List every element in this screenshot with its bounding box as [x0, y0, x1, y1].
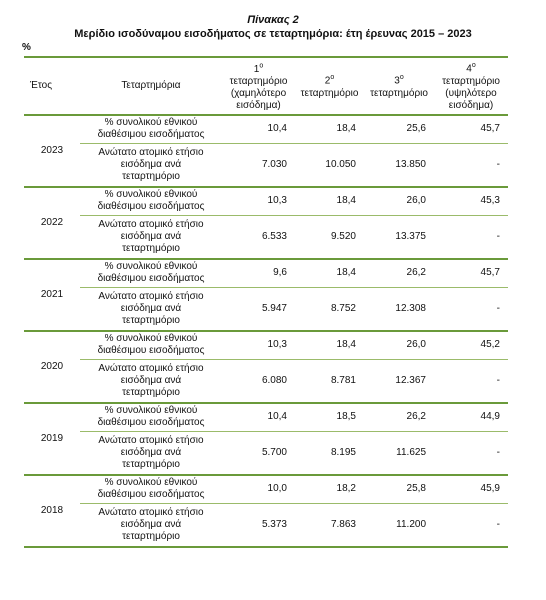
share-value-cell: 10,4	[222, 115, 295, 143]
max-label-line: Ανώτατο ατομικό ετήσιο	[98, 506, 204, 518]
header-q1	[222, 57, 295, 115]
table-title: Μερίδιο ισοδύναμου εισοδήματος σε τεταρτημόρια: έτη έρευνας 2015 – 2023	[74, 28, 472, 40]
share-label-line: διαθέσιμου εισοδήματος	[97, 201, 205, 213]
max-income-value-cell: 11.625	[396, 446, 426, 458]
share-label-line: % συνολικού εθνικού	[104, 405, 198, 417]
max-income-value-cell: 9.520	[330, 230, 356, 242]
share-value-cell: 10,3	[222, 331, 295, 359]
header-q4-line: (υψηλότερο	[445, 87, 497, 99]
max-income-value-cell: 10.050	[325, 158, 356, 170]
max-label-line: Ανώτατο ατομικό ετήσιο	[98, 290, 204, 302]
share-value-cell: 26,2	[364, 403, 434, 431]
year-cell: 2023	[40, 145, 64, 156]
share-value-cell: 18,5	[295, 403, 364, 431]
share-label-cell	[80, 259, 222, 287]
max-income-value-cell: 8.195	[330, 446, 356, 458]
table-row	[24, 259, 508, 287]
share-value-cell: 18,4	[295, 259, 364, 287]
share-value-cell: 10,4	[222, 403, 295, 431]
header-q3-line: $3^o$	[394, 74, 404, 87]
max-income-value-cell: 13.850	[395, 158, 426, 170]
share-label-line: διαθέσιμου εισοδήματος	[97, 489, 205, 501]
share-value-cell: 44,9	[434, 403, 508, 431]
share-label-cell	[80, 403, 222, 431]
max-income-value-cell: 12.308	[395, 302, 426, 314]
max-income-value-cell: -	[496, 302, 500, 314]
max-income-value-cell: 11.200	[396, 518, 426, 530]
max-income-value-cell: 5.947	[261, 302, 287, 314]
unit-label: %	[22, 42, 31, 53]
header-q4	[434, 57, 508, 115]
year-cell: 2019	[40, 433, 64, 444]
header-q2-line: τεταρτημόριο	[300, 87, 359, 99]
header-q1-line: εισόδημα)	[236, 99, 281, 111]
share-value-cell: 10,0	[222, 475, 295, 503]
share-value-cell: 45,7	[434, 115, 508, 143]
share-value-cell: 9,6	[222, 259, 295, 287]
year-cell: 2022	[40, 217, 64, 228]
share-label-cell	[80, 115, 222, 143]
max-label-line: Ανώτατο ατομικό ετήσιο	[98, 146, 204, 158]
table-row	[24, 331, 508, 359]
share-label-cell	[80, 331, 222, 359]
table-row	[24, 187, 508, 215]
header-q3	[364, 57, 434, 115]
table-header-row	[24, 57, 508, 115]
max-income-value-cell: -	[496, 518, 500, 530]
max-income-value-cell: -	[496, 230, 500, 242]
share-value-cell: 45,3	[434, 187, 508, 215]
max-income-label-cell	[80, 503, 222, 547]
share-label-line: % συνολικού εθνικού	[104, 477, 198, 489]
table-row	[24, 431, 508, 475]
quartile-income-table	[24, 56, 508, 548]
max-label-line: Ανώτατο ατομικό ετήσιο	[98, 218, 204, 230]
max-label-line: Ανώτατο ατομικό ετήσιο	[98, 362, 204, 374]
share-label-cell	[80, 475, 222, 503]
share-value-cell: 45,9	[434, 475, 508, 503]
max-income-label-cell	[80, 215, 222, 259]
share-value-cell: 25,8	[364, 475, 434, 503]
max-income-value-cell: 12.367	[395, 374, 426, 386]
share-value-cell: 18,4	[295, 115, 364, 143]
max-income-label-cell	[80, 431, 222, 475]
max-label-line: εισόδημα ανά	[120, 446, 182, 458]
max-income-value-cell: 13.375	[395, 230, 426, 242]
year-cell: 2018	[40, 505, 64, 516]
header-q2-line: $2^o$	[324, 74, 335, 87]
share-label-line: διαθέσιμου εισοδήματος	[97, 345, 205, 357]
share-value-cell: 26,2	[364, 259, 434, 287]
share-label-line: % συνολικού εθνικού	[104, 189, 198, 201]
share-value-cell: 18,4	[295, 187, 364, 215]
table-row	[24, 403, 508, 431]
max-label-line: τεταρτημόριο	[122, 386, 180, 398]
year-cell: 2020	[40, 361, 64, 372]
table-row	[24, 115, 508, 143]
max-label-line: εισόδημα ανά	[120, 302, 182, 314]
max-label-line: τεταρτημόριο	[122, 242, 180, 254]
max-income-value-cell: -	[496, 374, 500, 386]
max-label-line: τεταρτημόριο	[122, 170, 180, 182]
share-value-cell: 45,2	[434, 331, 508, 359]
max-label-line: εισόδημα ανά	[120, 230, 182, 242]
table-label: Πίνακας 2	[247, 14, 299, 26]
table-row	[24, 143, 508, 187]
share-value-cell: 26,0	[364, 187, 434, 215]
max-income-value-cell: 6.080	[261, 374, 287, 386]
max-label-line: εισόδημα ανά	[120, 518, 182, 530]
header-q4-line: εισόδημα)	[448, 99, 494, 111]
max-label-line: τεταρτημόριο	[122, 314, 180, 326]
header-q1-line: $1^o$	[253, 62, 264, 75]
table-body	[24, 115, 508, 547]
table-row	[24, 287, 508, 331]
max-income-value-cell: 7.030	[261, 158, 287, 170]
share-label-line: % συνολικού εθνικού	[104, 333, 198, 345]
table-row	[24, 359, 508, 403]
header-q1-line: (χαμηλότερο	[230, 87, 287, 99]
share-value-cell: 10,3	[222, 187, 295, 215]
table-row	[24, 475, 508, 503]
max-label-line: εισόδημα ανά	[120, 374, 182, 386]
share-value-cell: 18,4	[295, 331, 364, 359]
max-income-label-cell	[80, 143, 222, 187]
share-value-cell: 45,7	[434, 259, 508, 287]
max-label-line: τεταρτημόριο	[122, 530, 180, 542]
share-label-line: διαθέσιμου εισοδήματος	[97, 129, 205, 141]
max-income-label-cell	[80, 287, 222, 331]
share-label-line: % συνολικού εθνικού	[104, 261, 198, 273]
header-q2	[295, 57, 364, 115]
share-value-cell: 26,0	[364, 331, 434, 359]
table-row	[24, 215, 508, 259]
share-value-cell: 25,6	[364, 115, 434, 143]
year-cell: 2021	[40, 289, 64, 300]
share-value-cell: 18,2	[295, 475, 364, 503]
share-label-cell	[80, 187, 222, 215]
share-label-line: % συνολικού εθνικού	[104, 117, 198, 129]
header-q4-line: τεταρτημόριο	[442, 75, 500, 87]
max-income-value-cell: 5.700	[261, 446, 287, 458]
header-q3-line: τεταρτημόριο	[370, 87, 428, 99]
header-q1-line: τεταρτημόριο	[229, 75, 288, 87]
max-label-line: τεταρτημόριο	[122, 458, 180, 470]
max-income-value-cell: 7.863	[330, 518, 356, 530]
max-income-value-cell: 8.752	[330, 302, 356, 314]
max-income-value-cell: 8.781	[330, 374, 356, 386]
header-q4-line: $4^o$	[466, 62, 476, 75]
max-income-value-cell: 5.373	[261, 518, 287, 530]
share-label-line: διαθέσιμου εισοδήματος	[97, 273, 205, 285]
max-income-value-cell: -	[496, 446, 500, 458]
share-label-line: διαθέσιμου εισοδήματος	[97, 417, 205, 429]
max-income-value-cell: -	[496, 158, 500, 170]
max-label-line: εισόδημα ανά	[120, 158, 182, 170]
header-year: Έτος	[30, 80, 53, 91]
table-row	[24, 503, 508, 547]
max-income-label-cell	[80, 359, 222, 403]
max-income-value-cell: 6.533	[261, 230, 287, 242]
max-label-line: Ανώτατο ατομικό ετήσιο	[98, 434, 204, 446]
header-quartile: Τεταρτημόρια	[121, 80, 181, 91]
